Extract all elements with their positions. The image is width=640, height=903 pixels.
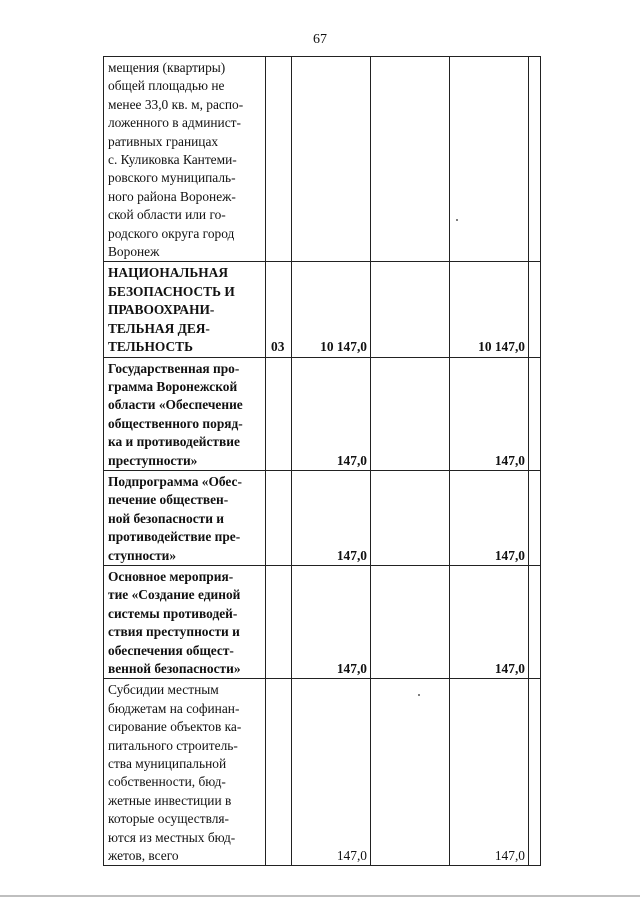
amount-column-b-cell: 147,0 xyxy=(450,470,529,565)
amount-column-a-cell xyxy=(371,470,450,565)
amount-total-cell: 147,0 xyxy=(292,565,371,678)
table-row xyxy=(104,57,541,262)
amount-column-a-cell xyxy=(371,565,450,678)
amount-column-c-cell xyxy=(529,470,541,565)
table-row xyxy=(104,679,541,866)
amount-column-a-cell xyxy=(371,679,450,866)
section-code-cell xyxy=(266,470,292,565)
table-row xyxy=(104,565,541,678)
amount-column-b-cell xyxy=(450,57,529,262)
amount-column-c-cell xyxy=(529,357,541,470)
amount-column-b-cell: 10 147,0 xyxy=(450,262,529,357)
amount-total-cell: 147,0 xyxy=(292,357,371,470)
page-number: 67 xyxy=(313,32,327,47)
section-code-cell xyxy=(266,57,292,262)
amount-column-c-cell xyxy=(529,262,541,357)
row-name-cell: Основное мероприя- тие «Создание единой системы противодей- ствия преступности и обеспечения общест- венной безопасности» xyxy=(104,565,266,678)
row-name-cell: НАЦИОНАЛЬНАЯ БЕЗОПАСНОСТЬ И ПРАВООХРАНИ- ТЕЛЬНАЯ ДЕЯ- ТЕЛЬНОСТЬ xyxy=(104,262,266,357)
table-row xyxy=(104,470,541,565)
amount-column-c-cell xyxy=(529,57,541,262)
row-name-cell: Субсидии местным бюджетам на софинан- сирование объектов ка- питального строитель- ства муниципальной собственности, бюд- жетные инвестиции в которые осуществля- ются из местных бюд- жетов, всего xyxy=(104,679,266,866)
amount-column-a-cell xyxy=(371,357,450,470)
amount-column-a-cell xyxy=(371,262,450,357)
section-code-cell: 03 xyxy=(266,262,292,357)
amount-column-c-cell xyxy=(529,679,541,866)
amount-total-cell: 147,0 xyxy=(292,679,371,866)
amount-total-cell: 147,0 xyxy=(292,470,371,565)
page-edge-line xyxy=(0,895,640,897)
amount-column-b-cell: 147,0 xyxy=(450,357,529,470)
amount-total-cell: 10 147,0 xyxy=(292,262,371,357)
amount-column-b-cell: 147,0 xyxy=(450,679,529,866)
row-name-cell: Государственная про- грамма Воронежской области «Обеспечение общественного поряд- ка и противодействие преступности» xyxy=(104,357,266,470)
amount-column-a-cell xyxy=(371,57,450,262)
section-code-cell xyxy=(266,357,292,470)
budget-table xyxy=(103,56,541,866)
amount-total-cell xyxy=(292,57,371,262)
section-code-cell xyxy=(266,565,292,678)
scan-speck xyxy=(456,219,458,221)
table-row xyxy=(104,357,541,470)
amount-column-b-cell: 147,0 xyxy=(450,565,529,678)
amount-column-c-cell xyxy=(529,565,541,678)
table-row xyxy=(104,262,541,357)
scan-speck xyxy=(418,694,420,696)
section-code-cell xyxy=(266,679,292,866)
row-name-cell: Подпрограмма «Обес- печение обществен- ной безопасности и противодействие пре- ступности» xyxy=(104,470,266,565)
row-name-cell: мещения (квартиры) общей площадью не менее 33,0 кв. м, распо- ложенного в админист- ративных границах с. Куликовка Кантеми- ровского муниципаль- ного района Воронеж- ской области или го- родского округа город Воронеж xyxy=(104,57,266,262)
